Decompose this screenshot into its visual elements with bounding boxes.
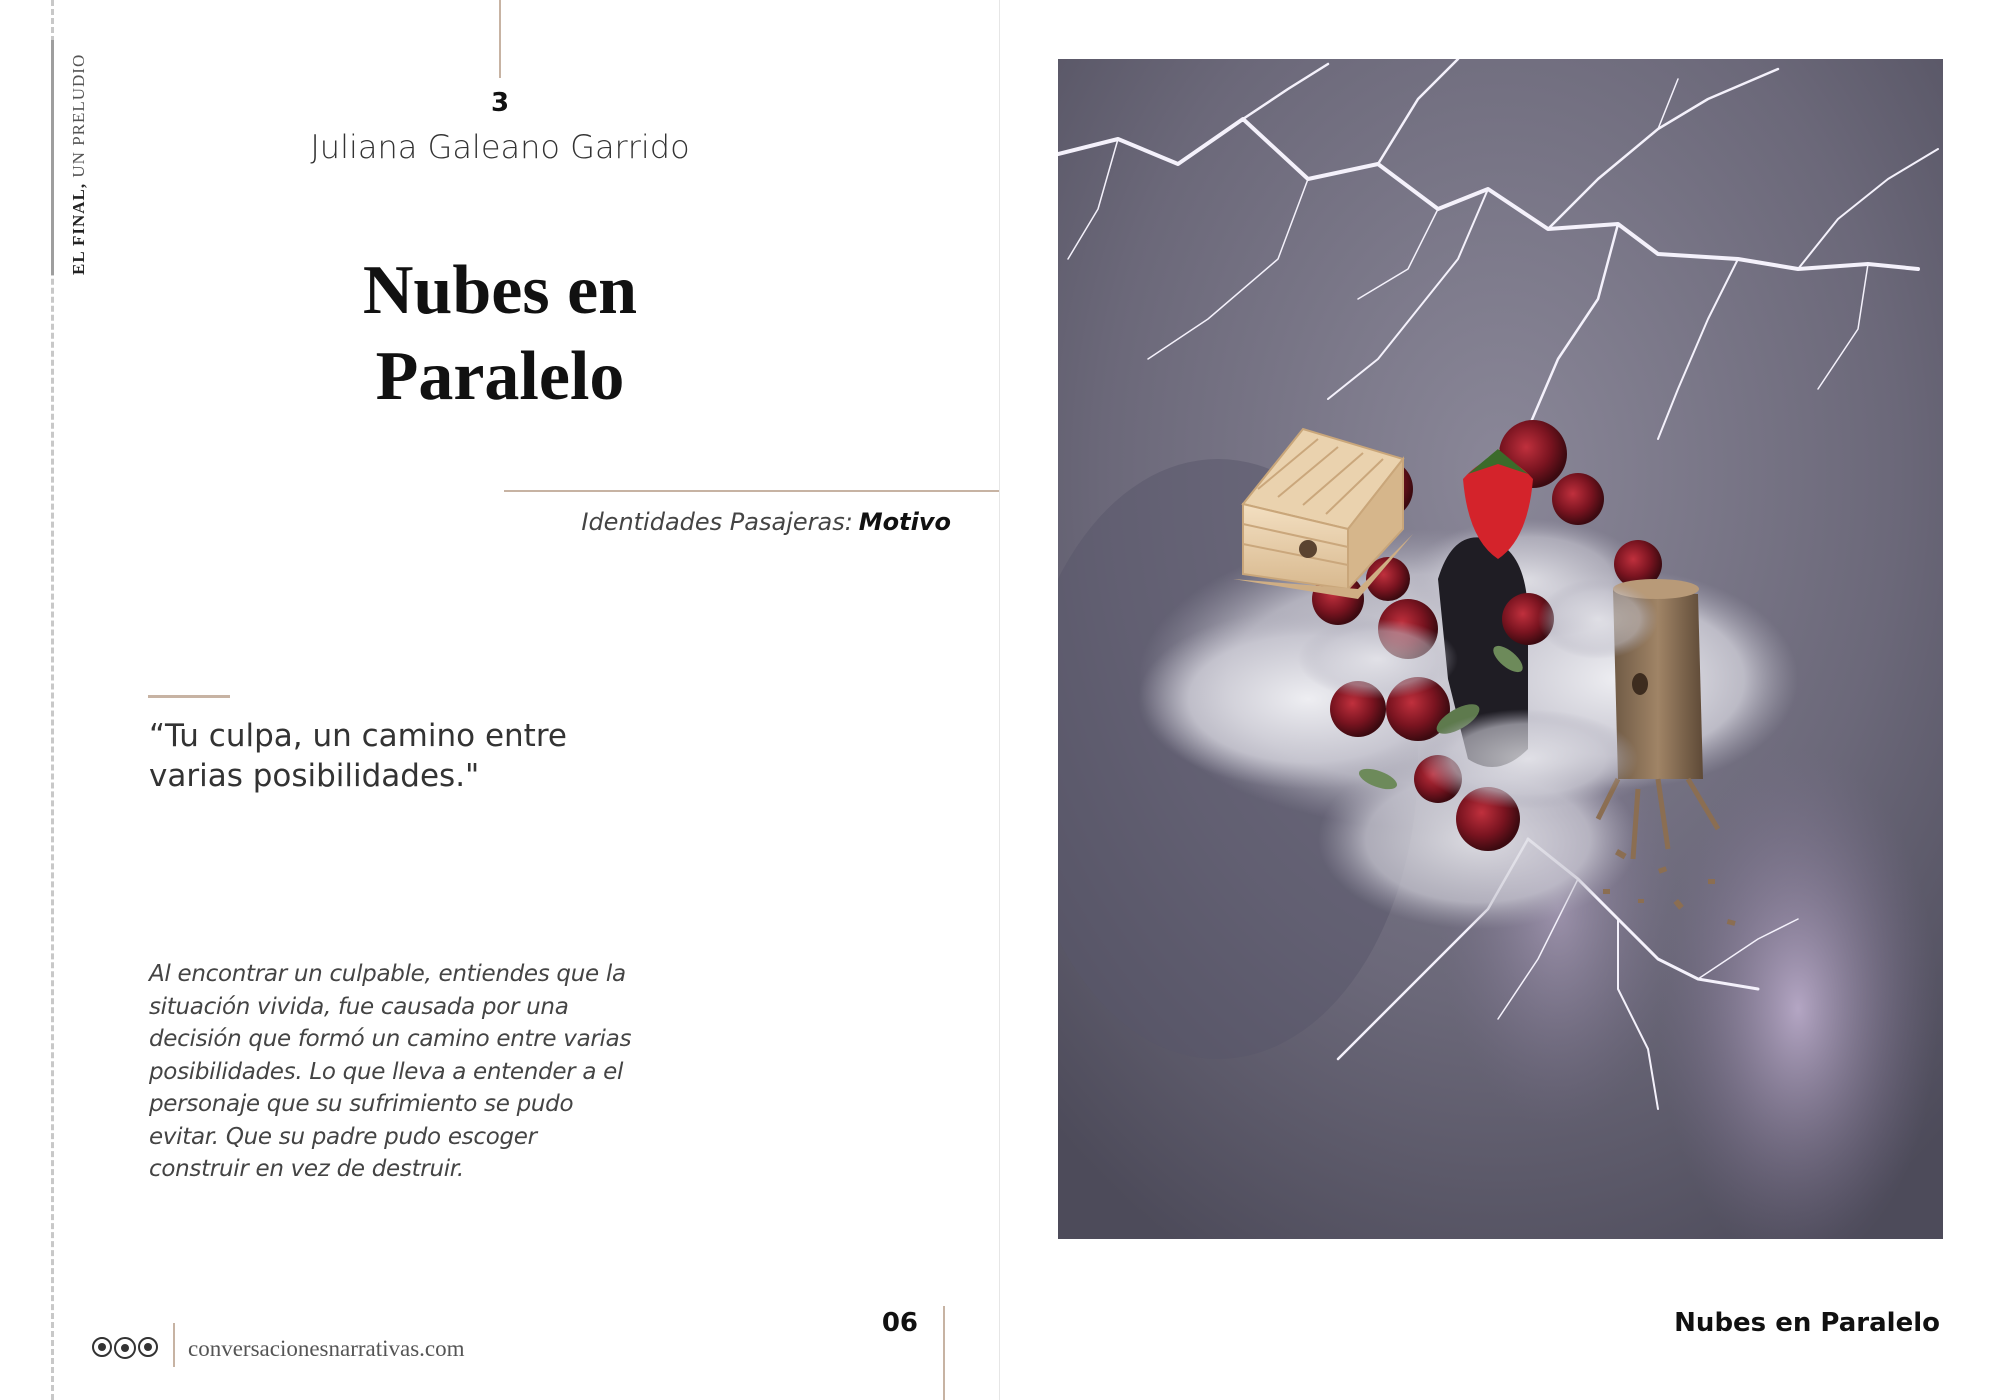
body-line: posibilidades. Lo que lleva a entender a el [149,1058,624,1085]
series-label [581,508,951,536]
body-paragraph [149,958,669,1186]
running-title: Nubes en Paralelo [1674,1308,1940,1338]
right-page [1000,0,2000,1400]
three-circles-logo-icon [92,1337,158,1359]
title-line-2: Paralelo [375,338,625,415]
pull-quote [149,716,599,796]
footer-website-link[interactable]: conversacionesnarrativas.com [188,1336,465,1361]
left-page [0,0,999,1400]
margin-accent-bar [51,40,54,275]
body-line: personaje que su sufrimiento se pudo [149,1091,574,1117]
body-line: situación vivida, fue causada por una [149,993,569,1020]
footer-divider [173,1323,175,1367]
title-line-1: Nubes en [362,252,638,329]
quote-line: “Tu culpa, un camino entre [149,718,567,754]
logo-ring-icon [92,1337,112,1357]
page-title [250,248,750,420]
body-line: Al encontrar un culpable, entiendes que la [149,961,626,987]
side-label-bold: EL FINAL, [69,182,88,275]
body-line: construir en vez de destruir. [149,1156,464,1182]
top-divider-tick [499,0,501,78]
page-number-tick [943,1306,945,1400]
body-line: evitar. Que su padre pudo escoger [149,1123,537,1150]
page-number: 06 [881,1308,918,1338]
title-divider-rule [504,490,999,492]
side-label-rest: UN PRELUDIO [69,53,88,178]
logo-ring-icon [114,1337,136,1359]
author-name: Juliana Galeano Garrido [310,128,690,166]
series-label-text: Identidades Pasajeras: [581,508,853,536]
logo-ring-icon [138,1337,158,1357]
section-side-label [69,54,89,275]
series-value: Motivo [858,508,951,536]
quote-line: varias posibilidades." [149,758,480,794]
chapter-number: 3 [490,88,510,118]
body-line: decisión que formó un camino entre varias [149,1026,632,1052]
quote-accent-rule [148,695,230,698]
storm-collage-image [1058,59,1943,1239]
